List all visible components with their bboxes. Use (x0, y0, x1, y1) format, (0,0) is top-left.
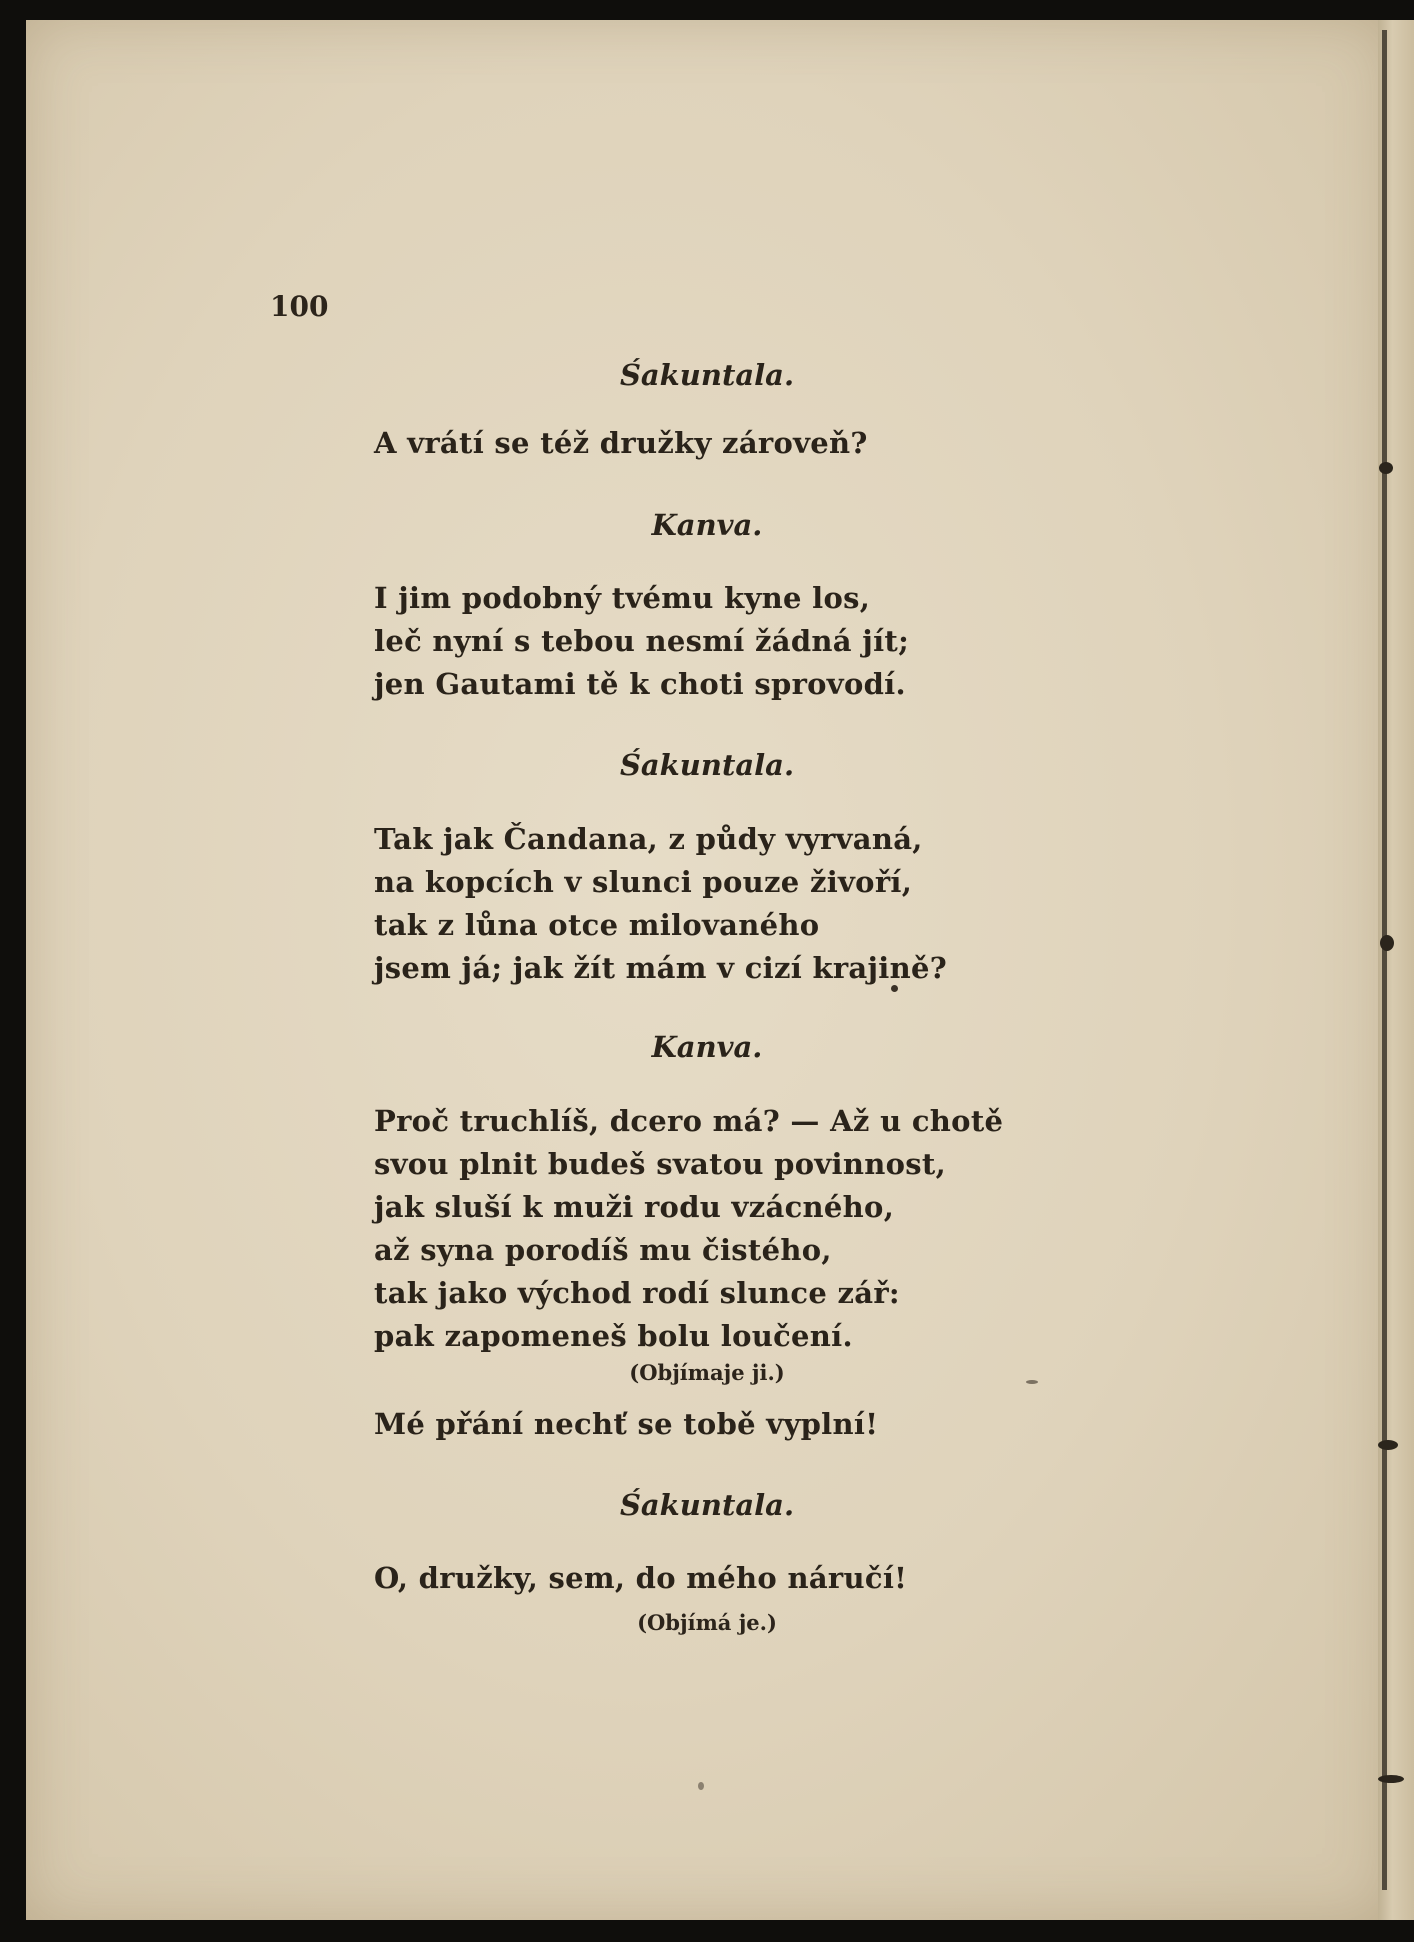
binding-mark (1380, 935, 1394, 951)
verse-line: A vrátí se též družky zároveň? (374, 426, 868, 460)
verse-line: I jim podobný tvému kyne los, (374, 581, 871, 615)
verse-line: tak jako východ rodí slunce zář: (374, 1276, 900, 1310)
verse-line: svou plnit budeš svatou povinnost, (374, 1147, 947, 1181)
speaker-heading: Śakuntala. (619, 748, 795, 782)
verse-block (374, 577, 909, 706)
binding-mark (1378, 1775, 1404, 1783)
verse-block (374, 422, 868, 465)
verse-line: jak sluší k muži rodu vzácného, (374, 1190, 895, 1224)
spine-edge (1382, 30, 1387, 1890)
verse-line: pak zapomeneš bolu loučení. (374, 1319, 853, 1353)
verse-line: na kopcích v slunci pouze živoří, (374, 865, 913, 899)
binding-mark (1379, 462, 1393, 474)
ink-speck (1026, 1380, 1038, 1384)
verse-block (374, 1557, 907, 1600)
speaker-heading: Kanva. (651, 1030, 763, 1064)
verse-line: až syna porodíš mu čistého, (374, 1233, 832, 1267)
verse-block (374, 818, 947, 990)
verse-line: Mé přání nechť se tobě vyplní! (374, 1407, 879, 1441)
verse-line: jsem já; jak žít mám v cizí krajině? (374, 951, 948, 985)
verse-line: Tak jak Čandana, z půdy vyrvaná, (374, 822, 923, 856)
stage-direction: (Objímaje ji.) (629, 1360, 785, 1385)
stage-direction: (Objímá je.) (637, 1610, 777, 1635)
verse-line: leč nyní s tebou nesmí žádná jít; (374, 624, 910, 658)
speaker-heading: Kanva. (651, 508, 763, 542)
binding-mark (1378, 1440, 1398, 1450)
verse-line: tak z lůna otce milovaného (374, 908, 820, 942)
verse-line: O, družky, sem, do mého náručí! (374, 1561, 908, 1595)
speaker-heading: Śakuntala. (619, 1488, 795, 1522)
verse-block (374, 1100, 1003, 1358)
page-number: 100 (270, 290, 329, 323)
verse-block (374, 1403, 878, 1446)
verse-line: jen Gautami tě k choti sprovodí. (374, 667, 906, 701)
book-page (26, 20, 1388, 1920)
speaker-heading: Śakuntala. (619, 358, 795, 392)
ink-speck (698, 1782, 704, 1790)
verse-line: Proč truchlíš, dcero má? — Až u chotě (374, 1104, 1004, 1138)
ink-speck (891, 985, 898, 992)
